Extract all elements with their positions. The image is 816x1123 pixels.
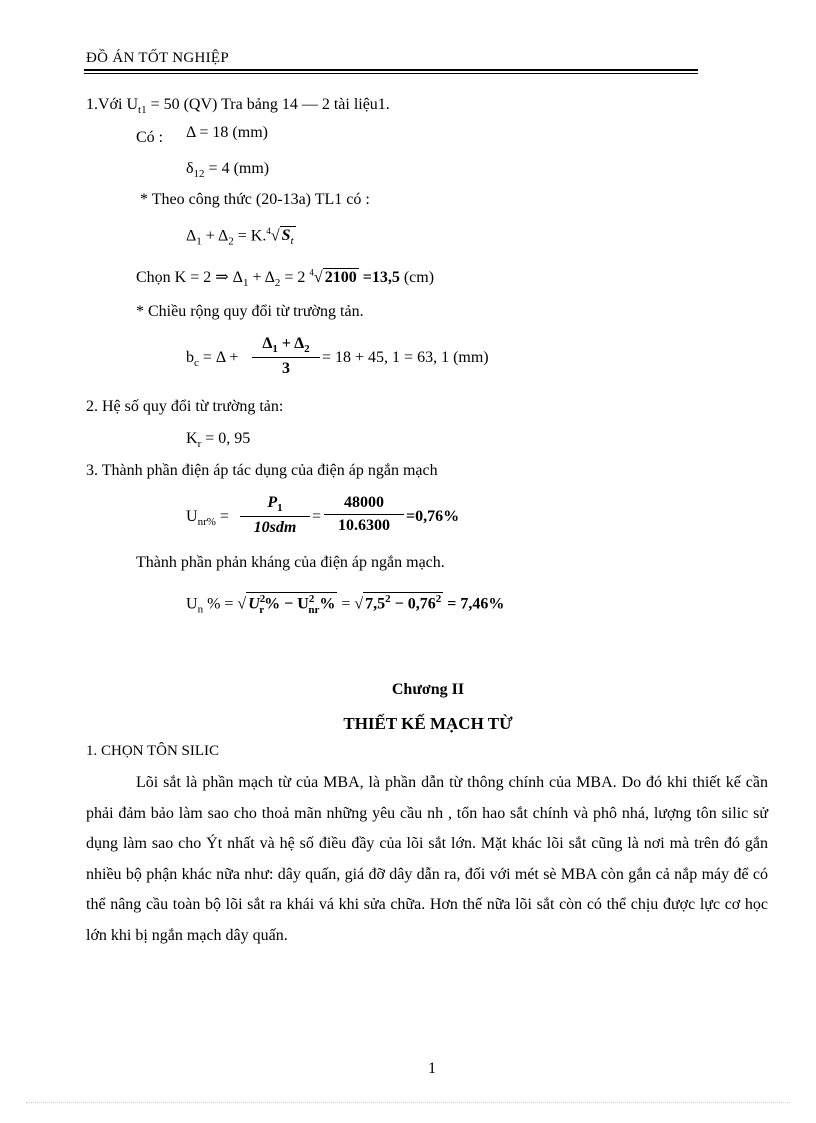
chon-plus: + Δ [248, 269, 275, 286]
eq1: $\Delta_1 + \Delta_2 = K.^4√$ $S_t$ [186, 226, 294, 248]
header-rule-thick [84, 69, 698, 71]
un-radical-1 [246, 592, 337, 616]
un-eq2: = [337, 595, 355, 613]
un-root2-mid: − 0,76 [390, 595, 436, 613]
bc-fraction-num [252, 335, 320, 355]
eq1-root-sub: t [290, 235, 294, 248]
unr-fraction-1 [240, 494, 310, 537]
formula-note: * Theo công thức (20-13a) TL1 có : [140, 191, 370, 208]
eq1-plus: + Δ [201, 227, 229, 245]
unr-label: U [186, 508, 198, 525]
kr-value: = 0, 95 [201, 430, 251, 447]
intro-rest: = 50 (QV) Tra bảng 14 — 2 tài liệu1. [146, 96, 390, 113]
un-root1-end: % [319, 595, 336, 613]
chon-root-value: 2100 [324, 269, 357, 286]
un-eq: % = [203, 595, 238, 613]
bc-label: b [186, 349, 194, 366]
un-root1-sub: r [259, 603, 265, 616]
unr-frac1-den [240, 519, 310, 537]
unr-frac1-num [240, 494, 310, 514]
unr-eq: = [215, 508, 229, 525]
unr-left [186, 508, 229, 528]
bc-num-delta1: Δ [262, 335, 273, 352]
section2-title: 2. Hệ số quy đổi từ trường tản: [86, 398, 284, 415]
intro-text: 1.Với U [86, 96, 139, 113]
kr-sub: r [197, 438, 202, 451]
unr-fraction-2 [324, 494, 404, 535]
un-root1-sub2: nr [308, 603, 320, 616]
intro-sub: t1 [138, 104, 147, 117]
un-root1-sup: 2 [259, 593, 266, 605]
eq1-sub2: 2 [228, 235, 234, 248]
bc-fraction-bar [252, 357, 320, 358]
co-label: Có : [136, 129, 164, 146]
section4-paragraph [86, 768, 768, 951]
eq1-root-index: 4 [266, 226, 271, 236]
delta12-line [186, 160, 269, 180]
un-root1-u: U [248, 595, 260, 613]
delta-symbol: Δ [186, 124, 196, 141]
chapter-label: Chương II [391, 681, 465, 698]
eq1-delta1: Δ [186, 227, 197, 245]
intro-line [86, 96, 390, 116]
un-sub: n [197, 603, 204, 616]
chon-sub2: 2 [274, 277, 281, 290]
bc-num-s1: 1 [272, 343, 278, 356]
chapter-title: THIẾT KẾ MẠCH TỪ [343, 714, 513, 733]
unr-eq-sign: = [312, 508, 322, 525]
unr-sub: nr% [197, 516, 216, 529]
eq1-sub1: 1 [196, 235, 202, 248]
chon-unit: (cm) [399, 269, 435, 286]
bc-left [186, 349, 238, 369]
eq1-root-var: S [281, 227, 291, 245]
delta12-symbol: δ [186, 160, 194, 177]
chon-eq: = 2 [280, 269, 310, 286]
eq1-rhs: = K. [233, 227, 267, 245]
bc-num-plus: + Δ [277, 335, 305, 352]
unr-frac2-bar [324, 514, 404, 515]
unr-result: =0,76% [406, 508, 460, 525]
un-result: = 7,46% [443, 595, 505, 613]
un-label: U [186, 595, 198, 613]
eq1-radical [280, 226, 296, 247]
chon-sub1: 1 [242, 277, 249, 290]
delta12-value: = 4 (mm) [204, 160, 270, 177]
page-header-title: ĐỒ ÁN TỐT NGHIỆP [86, 50, 229, 66]
un-root2-sup2: 2 [435, 593, 442, 605]
kr-label: K [186, 430, 198, 447]
bc-fraction-den: 3 [282, 360, 290, 378]
bc-eq: = Δ + [198, 349, 239, 366]
delta-value: = 18 (mm) [195, 124, 268, 141]
unr-frac2-num: 48000 [344, 494, 384, 511]
unr-frac1-bar [240, 516, 310, 517]
footer-divider [26, 1102, 790, 1103]
chon-root-index: 4 [309, 267, 314, 278]
chon-line: Chọn K = 2 ⇒ $\Delta_1 + \Delta_2 = 2$ $^4$√ 2100 =13,5 (cm) [136, 267, 435, 290]
unr-frac1-num-sub: 1 [277, 502, 283, 515]
chon-result: =13,5 [358, 269, 400, 286]
reactive-title: Thành phần phản kháng của điện áp ngắn mạch. [136, 554, 445, 571]
delta12-sub: 12 [193, 168, 205, 181]
bc-num-s2: 2 [304, 343, 310, 356]
section4-title: 1. CHỌN TÔN SILIC [86, 743, 220, 759]
width-note: * Chiều rộng quy đổi từ trường tản. [136, 303, 364, 320]
unr-frac2-den: 10.6300 [338, 517, 390, 534]
delta-line [186, 124, 268, 142]
un-root1-mid: % − U [264, 595, 309, 613]
header-rule-thin [84, 73, 698, 74]
unr-frac1-num-var: P [267, 494, 278, 511]
bc-sub: c [194, 357, 199, 370]
un-radical-2 [363, 592, 443, 613]
page-number: 1 [428, 1060, 436, 1077]
kr-line [186, 430, 250, 450]
un-root1-sup2: 2 [308, 593, 315, 605]
bc-fraction [252, 335, 320, 378]
chon-text: Chọn K = 2 ⇒ Δ [136, 269, 243, 286]
unr-frac1-den-var: 10sdm [253, 519, 297, 537]
un-root2-a: 7,5 [365, 595, 386, 613]
paragraph-text: Lõi sắt là phần mạch từ của MBA, là phần dẫn từ thông chính của MBA. Do đó khi thiết kế cần phải đảm bảo làm sao cho thoả mãn những yêu cầu nh , tổn hao sắt chính và phô nhá, lượng tôn silic sử dụng làm sao cho Ýt nhất và hệ số điều đầy của lõi sắt lớn. Mặt khác lõi sắt cũng là nơi mà trên đó gắn nhiều bộ phận khác nữa như: dây quấn, giá đỡ dây dẫn ra, đối với mét sè MBA còn gắn cả nắp máy để có thể nâng cầu toàn bộ lõi sắt ra khái vá khi sửa chữa. Hơn thế nữa lõi sắt còn có thể chịu được lực cơ học lớn khi bị ngắn mạch dây quấn. [86, 774, 768, 944]
section3-title: 3. Thành phần điện áp tác dụng của điện áp ngắn mạch [86, 462, 438, 479]
un-line: $U_n$ % = √ $U^2_r\% - U^2_{nr}\%$ = √ $7,5^2 - 0,76^2 = 7,46\%$ [186, 593, 505, 616]
un-root2-sup1: 2 [385, 593, 391, 605]
bc-rest: = 18 + 45, 1 = 63, 1 (mm) [322, 349, 489, 366]
